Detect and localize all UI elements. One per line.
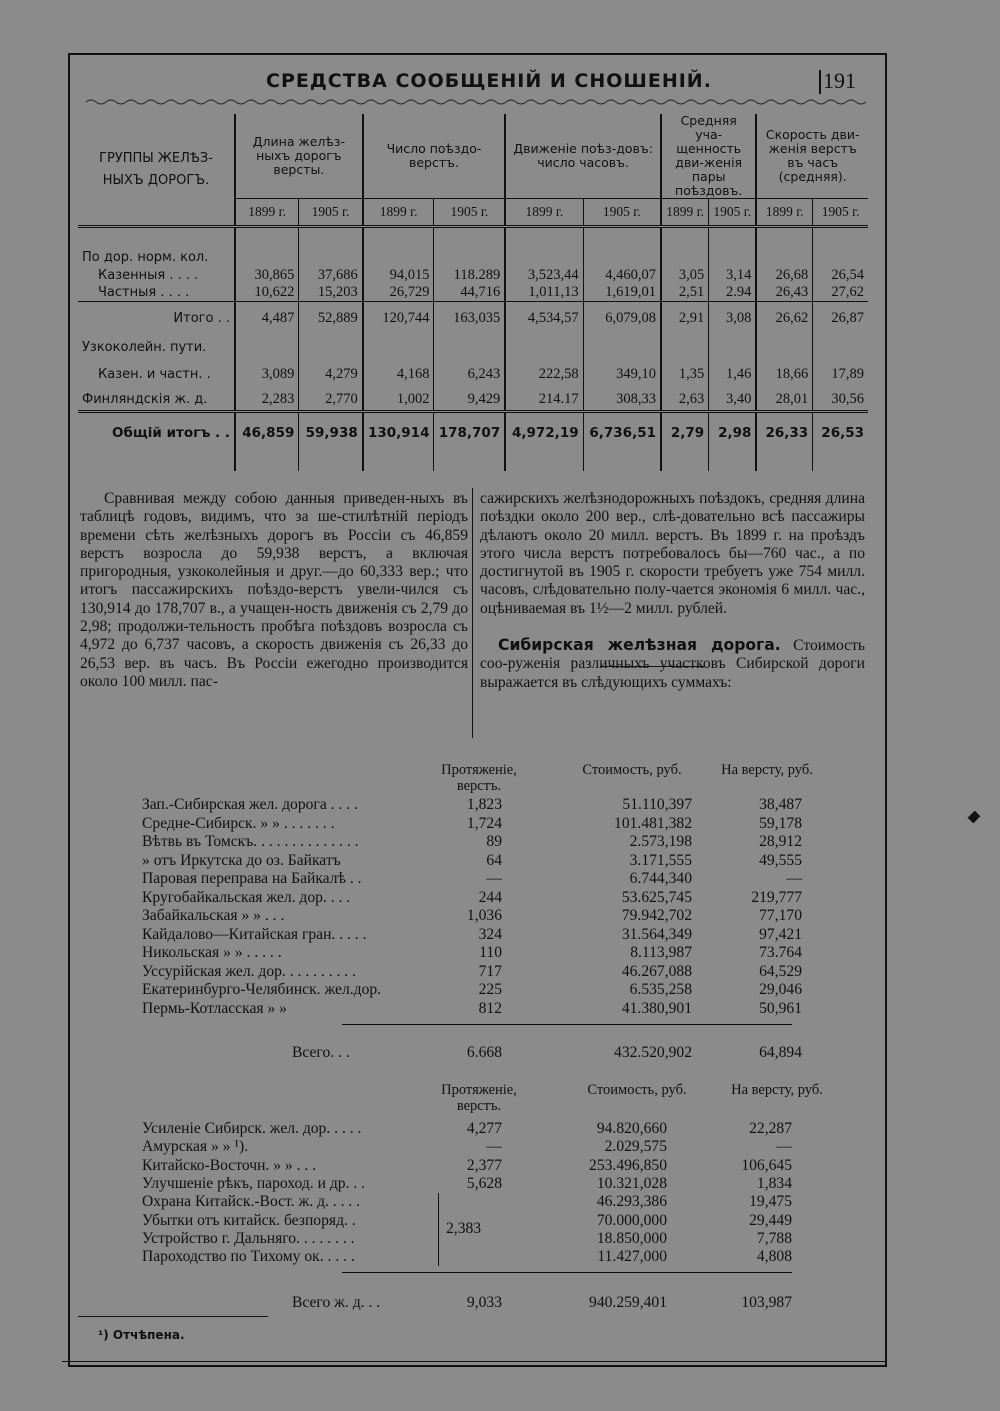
table-cell: 2,91 — [661, 301, 709, 335]
list-cost: 8.113,987 — [630, 944, 692, 961]
total-per: 103,987 — [741, 1294, 792, 1312]
table-cell: 6,079,08 — [583, 301, 661, 335]
list-name: Кругобайкальская жел. дор. . . . — [142, 888, 351, 906]
list-km: 244 — [478, 888, 502, 906]
list-per: 4,808 — [756, 1248, 792, 1266]
brace-group — [434, 1193, 439, 1266]
list-cost: 79.942,702 — [621, 907, 692, 924]
table-cell: 1,619,01 — [583, 284, 661, 302]
total-label: Всего ж. д. . . — [292, 1294, 381, 1312]
table-row — [78, 249, 868, 267]
table-cell: 59,938 — [299, 411, 363, 453]
list-item — [142, 1138, 842, 1156]
list-cost: 11.427,000 — [597, 1248, 667, 1266]
list-cost: 253.496,850 — [589, 1156, 667, 1174]
list-per: 38,487 — [759, 796, 802, 813]
table-cell: 1,002 — [363, 389, 434, 411]
list-km: 1,724 — [466, 814, 502, 832]
table-cell: 94,015 — [363, 267, 434, 284]
table-cell: 1,011,13 — [505, 284, 583, 302]
col-header-speed: Скорость дви-женія верстъ въ часъ (средняя). — [756, 114, 868, 199]
col-header-cost: Стоимость, руб. — [582, 762, 682, 778]
year-header: 1899 г. — [363, 199, 434, 227]
list-km: 1,036 — [466, 907, 502, 924]
table-cell: 163,035 — [434, 301, 505, 335]
list-km: 89 — [486, 833, 502, 850]
list-cost: 46.267,088 — [621, 962, 692, 980]
list-name: Уссурійская жел. дор. . . . . . . . . . — [142, 962, 356, 980]
list-cost: 2.029,575 — [604, 1138, 667, 1156]
col-header-cost: Стоимость, руб. — [587, 1082, 687, 1098]
table-cell: 2,98 — [709, 411, 757, 453]
table-cell: 26,729 — [363, 284, 434, 302]
list-name: Китайско-Восточн. » » . . . — [142, 1156, 317, 1174]
paragraph — [480, 636, 865, 692]
list-km: 717 — [478, 962, 502, 980]
table-cell: 26,68 — [756, 267, 812, 284]
list-per: 106,645 — [741, 1156, 792, 1174]
list-per: 28,912 — [759, 833, 802, 850]
table-cell: 1,35 — [661, 359, 709, 389]
total-label: Всего. . . — [292, 1044, 350, 1061]
table-cell: 27,62 — [813, 284, 868, 302]
table-cell: 17,89 — [813, 359, 868, 389]
list-item — [142, 889, 842, 907]
list-item — [142, 852, 842, 870]
list-name: Убытки отъ китайск. безпоряд. . — [142, 1211, 356, 1229]
table-row — [78, 389, 868, 411]
list-name: Кайдалово—Китайская гран. . . . . — [142, 925, 367, 943]
list-name: Амурская » » ¹). — [142, 1138, 249, 1156]
table-cell: 178,707 — [434, 411, 505, 453]
table-cell: 6,736,51 — [583, 411, 661, 453]
list-per: 64,529 — [759, 962, 802, 980]
frame-bottom-rule — [62, 1361, 885, 1362]
list-cost: 41.380,901 — [621, 999, 692, 1017]
list-per: 19,475 — [749, 1193, 792, 1211]
table-cell: 4,487 — [235, 301, 299, 335]
table-cell: 44,716 — [434, 284, 505, 302]
list-name: Зап.-Сибирская жел. дорога . . . . — [142, 796, 358, 813]
list-km: 324 — [478, 925, 502, 943]
total-rule — [342, 1272, 792, 1273]
list-cost: 18.850,000 — [596, 1229, 667, 1247]
scan-speck — [968, 811, 981, 824]
footnote: ¹) Отчѣпена. — [98, 1328, 185, 1342]
row-label: Частныя . . . . — [78, 284, 235, 302]
list-name: Никольская » » . . . . . — [142, 944, 282, 961]
col-header-length: Протяженіе, верстъ. — [441, 1082, 517, 1114]
list-item — [142, 815, 842, 833]
list-cost: 10.321,028 — [596, 1174, 667, 1192]
col-header-per-verst: На версту, руб. — [731, 1082, 823, 1098]
list-item — [142, 1175, 842, 1193]
table-cell: 4,279 — [299, 359, 363, 389]
list-km: 4,277 — [466, 1120, 502, 1137]
list-name: Усиленіе Сибирск. жел. дор. . . . . — [142, 1120, 362, 1137]
list-km: 225 — [478, 981, 502, 998]
year-header: 1905 г. — [434, 199, 505, 227]
table-cell: 214.17 — [505, 389, 583, 411]
list-per: — — [786, 870, 802, 887]
list-per: 7,788 — [756, 1229, 792, 1247]
col-header-length: Длина желѣз-ныхъ дорогъ версты. — [235, 114, 363, 199]
table-cell: 46,859 — [235, 411, 299, 453]
list-cost: 6.535,258 — [629, 981, 692, 998]
table-cell: 3,40 — [709, 389, 757, 411]
list-item — [142, 981, 842, 999]
group-header: ГРУППЫ ЖЕЛѢЗ-НЫХЪ ДОРОГЪ. — [78, 114, 235, 227]
list-item — [142, 833, 842, 851]
row-label: Итого . . — [173, 310, 230, 326]
table-row-total — [78, 411, 868, 453]
list-per: — — [776, 1138, 792, 1156]
list-item — [142, 1193, 842, 1211]
table-cell: 18,66 — [756, 359, 812, 389]
table-cell: 1,46 — [709, 359, 757, 389]
list-item — [142, 1120, 842, 1138]
table-cell: 10,622 — [235, 284, 299, 302]
list-name: » отъ Иркутска до оз. Байкатъ — [142, 851, 341, 869]
brace-value: 2,383 — [446, 1219, 482, 1237]
list-name: Улучшеніе рѣкъ, пароход. и др. . . — [142, 1174, 366, 1192]
list-total — [142, 1294, 842, 1312]
list-per: 77,170 — [759, 907, 802, 924]
list-cost: 46.293,386 — [596, 1193, 667, 1211]
year-header: 1905 г. — [813, 199, 868, 227]
table-cell: 3,05 — [661, 267, 709, 284]
list-item — [142, 796, 842, 814]
list-per: 49,555 — [759, 851, 802, 869]
list-km: — — [486, 1138, 502, 1156]
year-header: 1905 г. — [709, 199, 757, 227]
table-row — [78, 335, 868, 359]
total-cost: 432.520,902 — [614, 1044, 692, 1061]
table-row — [78, 284, 868, 302]
row-label: Финляндскія ж. д. — [78, 389, 235, 411]
row-label: Казен. и частн. . — [98, 366, 211, 382]
table-cell: 2,79 — [661, 411, 709, 453]
list-item — [142, 1212, 842, 1230]
col-header-train-versts: Число поѣздо-верстъ. — [363, 114, 505, 199]
table-cell: 2,283 — [235, 389, 299, 411]
list-per: 50,961 — [759, 999, 802, 1017]
list-name: Забайкальская » » . . . — [142, 907, 285, 924]
year-header: 1905 г. — [299, 199, 363, 227]
list-cost: 2.573,198 — [629, 833, 692, 850]
table-cell: 26,62 — [756, 301, 812, 335]
table-cell: 118.289 — [434, 267, 505, 284]
table-cell: 222,58 — [505, 359, 583, 389]
table-cell: 308,33 — [583, 389, 661, 411]
total-cost: 940.259,401 — [589, 1294, 667, 1312]
railway-stats-table — [78, 114, 868, 471]
list-cost: 70.000,000 — [596, 1211, 667, 1229]
table-cell: 2,63 — [661, 389, 709, 411]
list-cost: 6.744,340 — [629, 870, 692, 887]
table-cell: 26,53 — [813, 411, 868, 453]
paragraph: Сравнивая между собою данныя приведен-ныхъ въ таблицѣ годовъ, видимъ, что за ше-стилѣтній періодъ времени сѣть желѣзныхъ дорогъ въ Россіи съ 46,859 верстъ возросла до 59,938 верстъ, а включая пригородныя, узкоколейныя и друг.—до 60,333 вер.; что итогъ пассажирскихъ поѣздо-верстъ увели-чился съ 130,914 до 178,707 в., а учащен-ность движенія съ 2,79 до 2,98; продолжи-тельность пробѣга поѣздовъ возросла съ 4,972 до 6,737 часовъ, а скорость движенія съ 26,33 до 26,53 вер. въ часъ. Въ Россіи ежегодно производится около 100 милл. пас- — [80, 490, 468, 690]
table-cell: 130,914 — [363, 411, 434, 453]
list-per: 22,287 — [749, 1120, 792, 1137]
list-name: Пермь-Котласская » » — [142, 999, 287, 1017]
list-item — [142, 944, 842, 962]
list-cost: 94.820,660 — [596, 1120, 667, 1137]
table-cell: 2,770 — [299, 389, 363, 411]
list-item — [142, 1000, 842, 1018]
year-header: 1899 г. — [661, 199, 709, 227]
page-title: СРЕДСТВА СООБЩЕНІЙ И СНОШЕНІЙ. — [266, 70, 712, 92]
table-cell: 30,56 — [813, 389, 868, 411]
table-cell: 26,33 — [756, 411, 812, 453]
year-header: 1899 г. — [235, 199, 299, 227]
list-km: 64 — [486, 851, 502, 869]
list-name: Средне-Сибирск. » » . . . . . . . — [142, 814, 335, 832]
row-label: По дор. норм. кол. — [82, 250, 209, 265]
table-cell: 2,51 — [661, 284, 709, 302]
list-item — [142, 870, 842, 888]
list-cost: 31.564,349 — [621, 925, 692, 943]
year-header: 1905 г. — [583, 199, 661, 227]
list-km: 2,377 — [466, 1156, 502, 1174]
list-name: Устройство г. Дальняго. . . . . . . . — [142, 1229, 355, 1247]
decorative-rule — [86, 98, 866, 106]
table-cell: 120,744 — [363, 301, 434, 335]
table-cell: 3,14 — [709, 267, 757, 284]
col-header-train-hours: Движеніе поѣз-довъ: число часовъ. — [505, 114, 661, 199]
list-km: 1,823 — [466, 796, 502, 813]
table-cell: 52,889 — [299, 301, 363, 335]
table-cell: 3,08 — [709, 301, 757, 335]
page-header — [86, 64, 866, 98]
text-column-right — [480, 490, 865, 692]
paragraph: сажирскихъ желѣзнодорожныхъ поѣздокъ, средняя длина поѣздки около 200 вер., слѣ-довательно всѣ пассажиры дѣлаютъ около 20 милл. верстъ. Въ 1899 г. на проѣздъ этого числа верстъ потребовалось бы—760 час., а по достигнутой въ 1905 г. скорости требуетъ уже 754 милл. часовъ, слѣдовательно полу-чается экономія 6 милл. час., оцѣниваемая въ 1½—2 милл. рублей. — [480, 490, 865, 617]
list-km: 110 — [479, 944, 502, 961]
table-cell: 28,01 — [756, 389, 812, 411]
table-cell: 15,203 — [299, 284, 363, 302]
text-column-left — [80, 490, 468, 691]
total-km: 9,033 — [466, 1294, 502, 1312]
list-name: Вѣтвь въ Томскъ. . . . . . . . . . . . . . — [142, 833, 359, 850]
list-cost: 51.110,397 — [622, 796, 692, 813]
list-item — [142, 1230, 842, 1248]
list-item — [142, 1248, 842, 1266]
list-name: Пароходство по Тихому ок. . . . . — [142, 1248, 355, 1266]
list-per: 1,834 — [756, 1174, 792, 1192]
table-cell: 4,972,19 — [505, 411, 583, 453]
list-item — [142, 963, 842, 981]
col-header-per-verst: На версту, руб. — [721, 762, 813, 778]
table-cell: 4,168 — [363, 359, 434, 389]
total-per: 64,894 — [759, 1044, 802, 1061]
list-km: — — [486, 870, 502, 887]
row-label: Узкоколейн. пути. — [82, 339, 207, 355]
row-label: Общій итогъ . . — [111, 424, 230, 441]
year-header: 1899 г. — [505, 199, 583, 227]
list-per: 29,046 — [759, 981, 802, 998]
table-cell: 6,243 — [434, 359, 505, 389]
total-rule — [342, 1024, 792, 1025]
list-cost: 3.171,555 — [629, 851, 692, 869]
list-item — [142, 907, 842, 925]
list-per: 29,449 — [749, 1211, 792, 1229]
table-cell: 26,54 — [813, 267, 868, 284]
list-km: 5,628 — [466, 1174, 502, 1192]
separator — [600, 666, 705, 667]
table-cell: 4,460,07 — [583, 267, 661, 284]
list-name: Екатеринбурго-Челябинск. жел.дор. — [142, 981, 382, 998]
list-name: Паровая переправа на Байкалѣ . . — [142, 870, 362, 887]
list-item — [142, 926, 842, 944]
list-per: 59,178 — [759, 814, 802, 832]
list-cost: 101.481,382 — [614, 814, 692, 832]
column-divider — [472, 488, 473, 738]
list-per: 219,777 — [751, 888, 802, 906]
col-header-frequency: Средняя уча-щенность дви-женія пары поѣздовъ. — [661, 114, 756, 199]
table-row — [78, 301, 868, 335]
section-heading: Сибирская желѣзная дорога. — [498, 636, 781, 655]
table-cell: 9,429 — [434, 389, 505, 411]
list-cost: 53.625,745 — [621, 888, 692, 906]
table-cell: 26,87 — [813, 301, 868, 335]
table-cell: 30,865 — [235, 267, 299, 284]
table-cell: 349,10 — [583, 359, 661, 389]
total-km: 6.668 — [466, 1044, 502, 1061]
table-cell: 37,686 — [299, 267, 363, 284]
table-cell: 3,089 — [235, 359, 299, 389]
list-km: 812 — [478, 999, 502, 1017]
paragraph-text: Стоимость соо-руженія различныхъ участковъ Сибирской дороги выражается въ слѣдующихъ суммахъ: — [480, 637, 865, 691]
list-name: Охрана Китайск.-Вост. ж. д. . . . . — [142, 1193, 361, 1211]
footnote-rule — [78, 1316, 268, 1317]
list-per: 97,421 — [759, 925, 802, 943]
table-cell: 2.94 — [709, 284, 757, 302]
table-cell: 3,523,44 — [505, 267, 583, 284]
list-total — [142, 1044, 842, 1062]
page-number: 191 — [823, 68, 856, 93]
table-row — [78, 267, 868, 284]
list-item — [142, 1157, 842, 1175]
table-cell: 26,43 — [756, 284, 812, 302]
table-row — [78, 359, 868, 389]
list-per: 73.764 — [759, 944, 802, 961]
col-header-length: Протяженіе, верстъ. — [441, 762, 517, 794]
row-label: Казенныя . . . . — [98, 267, 199, 283]
table-cell: 4,534,57 — [505, 301, 583, 335]
year-header: 1899 г. — [756, 199, 812, 227]
